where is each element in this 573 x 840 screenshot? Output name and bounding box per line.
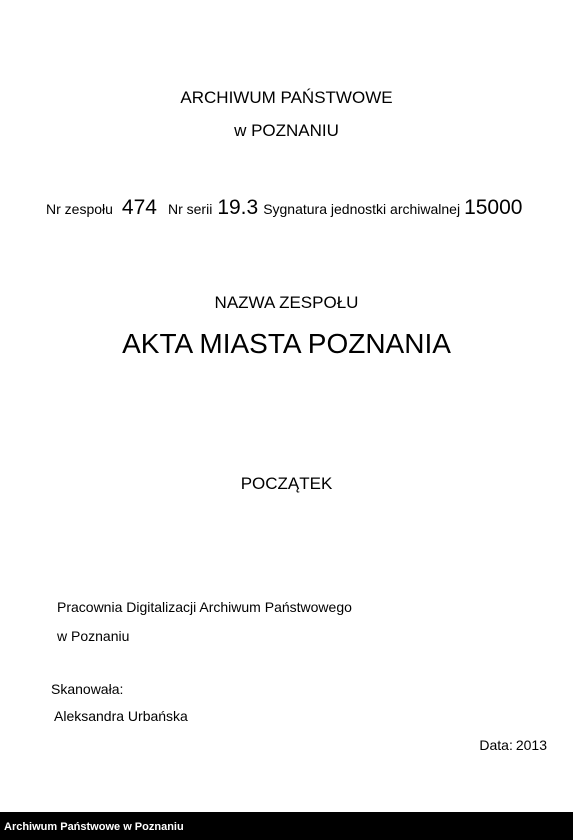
scanned-by-name: Aleksandra Urbańska <box>54 708 188 724</box>
section-marker: POCZĄTEK <box>240 474 333 493</box>
date-line <box>479 737 547 753</box>
fond-name: AKTA MIASTA POZNANIA <box>122 328 451 359</box>
signature-label: Sygnatura jednostki archiwalnej <box>263 201 461 217</box>
scanned-by-label: Skanowała: <box>51 681 124 697</box>
fond-number-value: 474 <box>121 196 157 219</box>
date-label: Data: <box>479 737 513 753</box>
lab-city: w Poznaniu <box>57 628 130 644</box>
date-value: 2013 <box>515 737 547 753</box>
reference-line <box>46 196 522 220</box>
archive-city: w POZNANIU <box>234 121 339 140</box>
footer-bar <box>0 812 573 840</box>
series-number-value: 19.3 <box>217 196 259 219</box>
fond-name-label: NAZWA ZESPOŁU <box>214 293 359 312</box>
fond-number-label: Nr zespołu <box>46 201 113 217</box>
lab-name: Pracownia Digitalizacji Archiwum Państwowego <box>57 599 352 615</box>
footer-text: Archiwum Państwowe w Poznaniu <box>4 821 184 833</box>
series-number-label: Nr serii <box>167 201 213 217</box>
signature-value: 15000 <box>464 196 523 219</box>
archive-name: ARCHIWUM PAŃSTWOWE <box>180 88 393 107</box>
